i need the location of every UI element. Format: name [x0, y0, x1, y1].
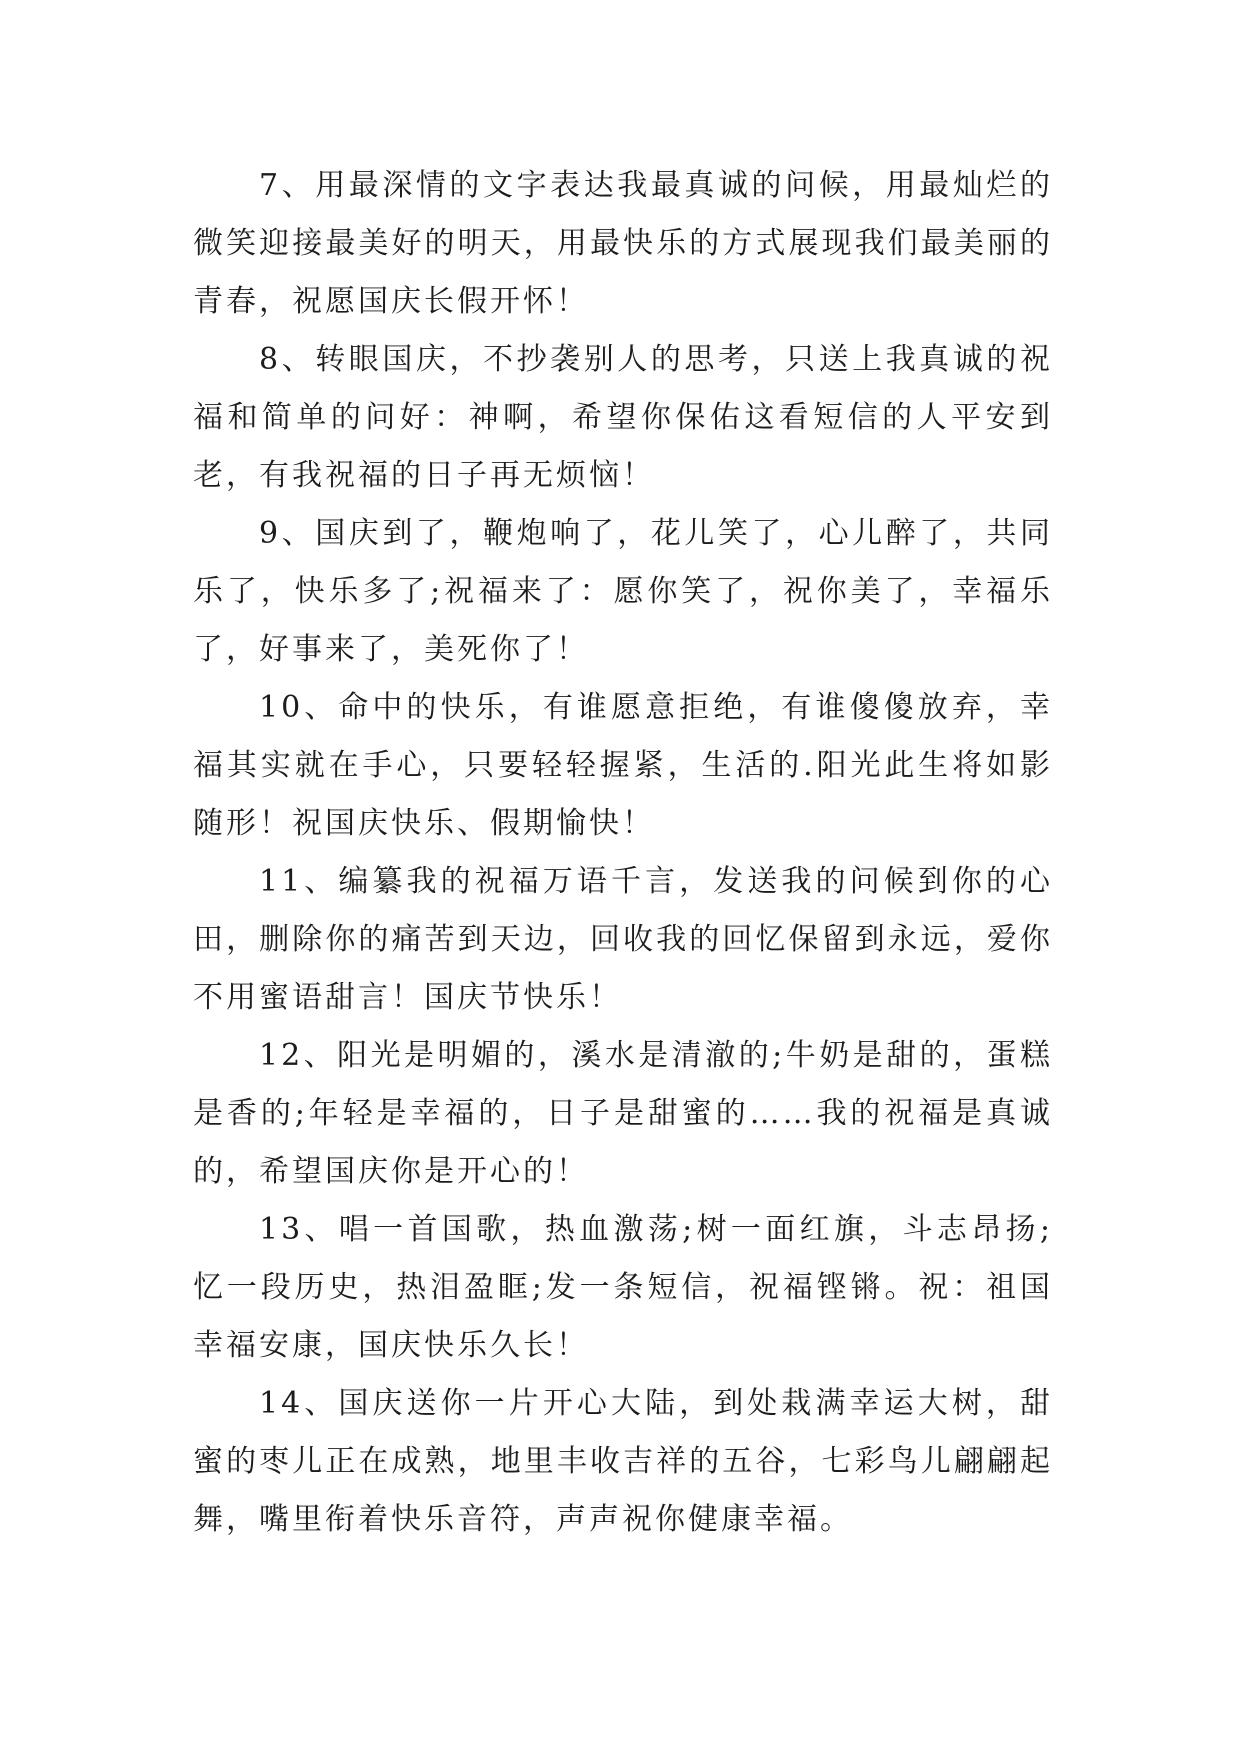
- document-body: [193, 157, 1053, 1549]
- paragraph-14: 14、国庆送你一片开心大陆，到处栽满幸运大树，甜蜜的枣儿正在成熟，地里丰收吉祥的五谷，七彩鸟儿翩翩起舞，嘴里衔着快乐音符，声声祝你健康幸福。: [193, 1386, 1053, 1537]
- paragraph-8: 8、转眼国庆，不抄袭别人的思考，只送上我真诚的祝福和简单的问好：神啊，希望你保佑这看短信的人平安到老，有我祝福的日子再无烦恼！: [193, 342, 1053, 493]
- paragraph-11: 11、编纂我的祝福万语千言，发送我的问候到你的心田，删除你的痛苦到天边，回收我的回忆保留到永远，爱你不用蜜语甜言！国庆节快乐！: [193, 864, 1053, 1015]
- paragraph-13: 13、唱一首国歌，热血激荡;树一面红旗，斗志昂扬;忆一段历史，热泪盈眶;发一条短信，祝福铿锵。祝：祖国幸福安康，国庆快乐久长！: [193, 1212, 1053, 1363]
- paragraph-12: 12、阳光是明媚的，溪水是清澈的;牛奶是甜的，蛋糕是香的;年轻是幸福的，日子是甜蜜的……我的祝福是真诚的，希望国庆你是开心的！: [193, 1038, 1053, 1189]
- paragraph-10: 10、命中的快乐，有谁愿意拒绝，有谁傻傻放弃，幸福其实就在手心，只要轻轻握紧，生活的.阳光此生将如影随形！祝国庆快乐、假期愉快！: [193, 690, 1053, 841]
- paragraph-9: 9、国庆到了，鞭炮响了，花儿笑了，心儿醉了，共同乐了，快乐多了;祝福来了：愿你笑了，祝你美了，幸福乐了，好事来了，美死你了！: [193, 516, 1053, 667]
- paragraph-7: 7、用最深情的文字表达我最真诚的问候，用最灿烂的微笑迎接最美好的明天，用最快乐的方式展现我们最美丽的青春，祝愿国庆长假开怀！: [193, 168, 1053, 319]
